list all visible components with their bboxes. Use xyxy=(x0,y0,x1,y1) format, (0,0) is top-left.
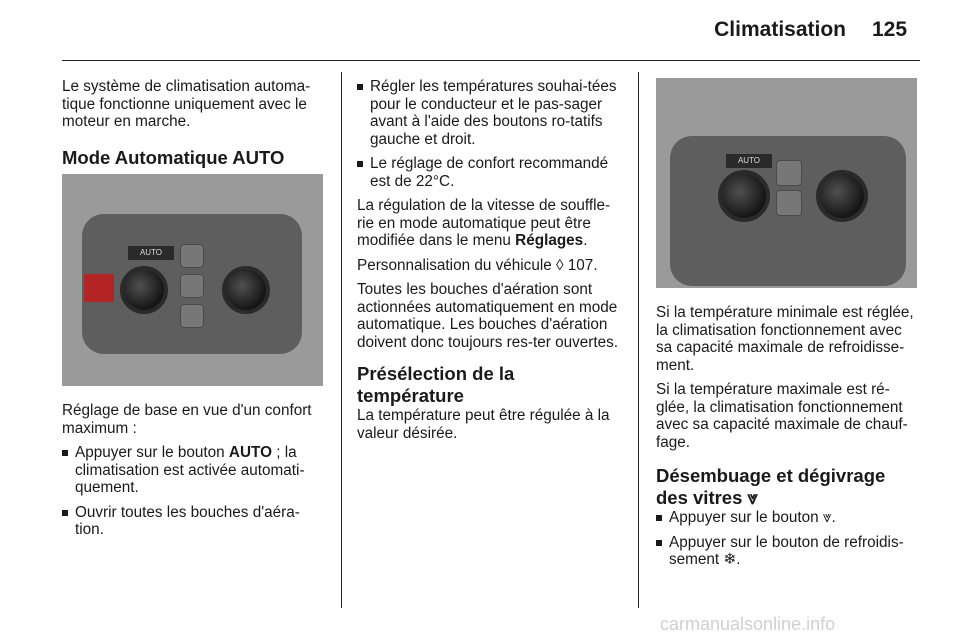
bullet-cooling-button: Appuyer sur le bouton de refroidis-sement ❄. xyxy=(656,534,922,569)
bullet-vents: Ouvrir toutes les bouches d'aéra-tion. xyxy=(62,504,328,539)
intro-paragraph: Le système de climatisation automa-tique fonctionne uniquement avec le moteur en marche. xyxy=(62,78,311,130)
column-2 xyxy=(357,78,625,449)
panel-button xyxy=(776,190,802,216)
right-knob xyxy=(222,266,270,314)
bullet-defrost-button: Appuyer sur le bouton ⩔. xyxy=(656,509,922,527)
bullet-square-icon xyxy=(357,161,363,167)
column-divider-1 xyxy=(341,72,342,608)
column-divider-2 xyxy=(638,72,639,608)
section-heading-temperature: Présélection de la température xyxy=(357,363,515,406)
highlight-marker xyxy=(84,274,114,302)
max-temp-paragraph: Si la température maximale est ré-glée, la climatisation fonctionnement avec sa capacité maximale de chauf-fage. xyxy=(656,381,908,451)
left-knob xyxy=(718,170,770,222)
column-3 xyxy=(656,78,922,576)
header-rule xyxy=(62,60,920,61)
left-knob xyxy=(120,266,168,314)
panel-button xyxy=(180,304,204,328)
bullet-comfort: Le réglage de confort recommandé est de 22°C. xyxy=(357,155,625,190)
bullet-square-icon xyxy=(62,450,68,456)
auto-button-image: AUTO xyxy=(726,154,772,168)
panel-button xyxy=(180,274,204,298)
section-heading-defrost: Désembuage et dégivrage des vitres ⩔ xyxy=(656,465,886,508)
climate-panel-image-1 xyxy=(62,174,323,386)
page-title: Climatisation xyxy=(714,18,846,41)
temperature-paragraph: La température peut être régulée à la valeur désirée. xyxy=(357,407,610,442)
column-1 xyxy=(62,78,328,538)
watermark: carmanualsonline.info xyxy=(660,614,836,634)
personalisation-reference: Personnalisation du véhicule ◊ 107. xyxy=(357,256,598,274)
min-temp-paragraph: Si la température minimale est réglée, la climatisation fonctionnement avec sa capacité maximale de refroidisse-ment. xyxy=(656,304,914,374)
auto-button-image: AUTO xyxy=(128,246,174,260)
climate-panel-image-2 xyxy=(656,78,917,288)
right-knob xyxy=(816,170,868,222)
panel-button xyxy=(180,244,204,268)
bullet-square-icon xyxy=(62,510,68,516)
bullet-temperatures: Régler les températures souhai-tées pour le conducteur et le pas-sager avant à l'aide des boutons ro-tatifs gauche et droit. xyxy=(357,78,625,148)
section-heading-auto: Mode Automatique AUTO xyxy=(62,146,285,168)
vents-paragraph: Toutes les bouches d'aération sont actionnées automatiquement en mode automatique. Les bouches d'aération doivent donc toujours res-ter ouvertes. xyxy=(357,281,619,351)
bullet-auto: Appuyer sur le bouton AUTO ; la climatisation est activée automati-quement. xyxy=(62,444,328,497)
bullet-square-icon xyxy=(357,84,363,90)
bullet-square-icon xyxy=(656,515,662,521)
bullet-square-icon xyxy=(656,540,662,546)
base-setting-paragraph: Réglage de base en vue d'un confort maximum : xyxy=(62,402,312,437)
page-number: 125 xyxy=(872,18,908,41)
fan-speed-paragraph: La régulation de la vitesse de souffle-rie en mode automatique peut être modifiée dans le menu Réglages. xyxy=(357,197,611,249)
panel-button xyxy=(776,160,802,186)
